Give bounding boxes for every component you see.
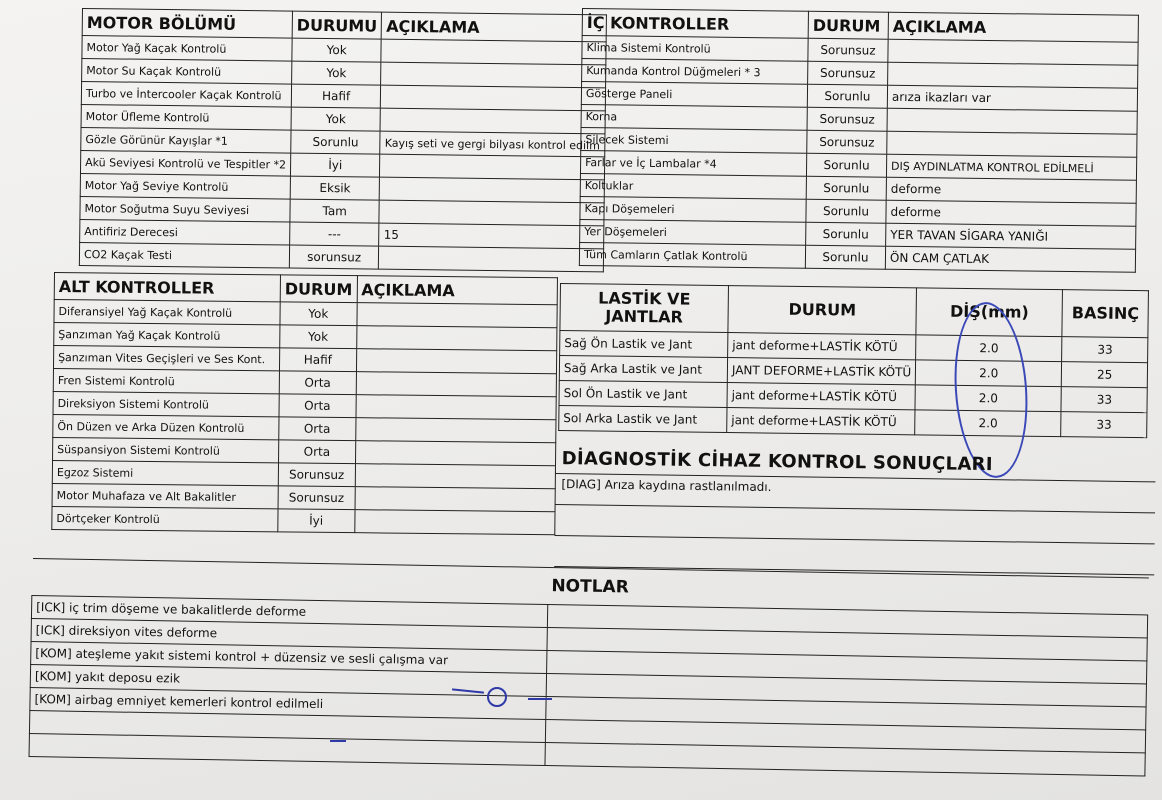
check-note — [354, 510, 554, 535]
check-status: Yok — [280, 325, 357, 349]
check-status: Orta — [279, 394, 356, 418]
tire-status: jant deforme+LASTİK KÖTÜ — [728, 333, 917, 360]
check-note — [887, 108, 1137, 134]
check-note — [356, 349, 556, 374]
check-status: Sorunlu — [806, 176, 886, 200]
check-note — [380, 154, 604, 180]
check-name: Motor Üfleme Kontrolü — [81, 104, 291, 130]
check-status: Sorunsuz — [278, 463, 355, 487]
check-name: Akü Seviyesi Kontrolü ve Tespitler *2 — [80, 150, 290, 176]
check-status: Eksik — [290, 176, 380, 200]
note-text: [KOM] yakıt deposu ezik — [30, 664, 546, 696]
check-name: Silecek Sistemi — [581, 127, 807, 153]
tire-pressure: 33 — [1061, 412, 1147, 438]
check-note — [380, 177, 604, 203]
check-name: Antifiriz Derecesi — [80, 219, 290, 245]
interior-header-title: İÇ KONTROLLER — [582, 9, 808, 39]
tire-status: jant deforme+LASTİK KÖTÜ — [727, 408, 916, 435]
check-name: Direksiyon Sistemi Kontrolü — [53, 391, 279, 416]
check-note — [356, 372, 556, 397]
check-name: Egzoz Sistemi — [52, 460, 278, 485]
check-note — [355, 464, 555, 489]
motor-header-note: AÇIKLAMA — [382, 12, 606, 42]
check-note: deforme — [886, 177, 1136, 203]
check-name: Klima Sistemi Kontrolü — [582, 36, 808, 62]
check-name: Diferansiyel Yağ Kaçak Kontrolü — [54, 300, 280, 325]
check-status: Sorunlu — [806, 222, 886, 246]
check-status: Hafif — [279, 348, 356, 372]
check-status: Sorunsuz — [808, 38, 888, 62]
check-note — [379, 246, 603, 272]
check-name: Motor Muhafaza ve Alt Bakalitler — [52, 483, 278, 508]
tire-header-title: LASTİK VE JANTLAR — [560, 284, 729, 333]
check-status: Tam — [290, 199, 380, 223]
check-name: Farlar ve İç Lambalar *4 — [580, 150, 806, 176]
check-name: Koltuklar — [580, 173, 806, 199]
check-note — [355, 487, 555, 512]
check-status: İyi — [290, 153, 380, 177]
check-name: Tüm Camların Çatlak Kontrolü — [579, 242, 805, 268]
check-note — [381, 62, 605, 88]
check-note — [355, 441, 555, 466]
interior-section-table — [579, 8, 1139, 273]
motor-header-title: MOTOR BÖLÜMÜ — [82, 9, 292, 39]
check-status: Sorunsuz — [807, 130, 887, 154]
check-name: Fren Sistemi Kontrolü — [53, 368, 279, 393]
pen-scribble — [528, 698, 552, 700]
note-text: [KOM] airbag emniyet kemerleri kontrol edilmeli — [30, 687, 546, 719]
check-status: Sorunsuz — [807, 107, 887, 131]
check-status: Sorunlu — [806, 153, 886, 177]
check-note — [356, 395, 556, 420]
check-name: CO2 Kaçak Testi — [79, 242, 289, 268]
tire-name: Sol Ön Lastik ve Jant — [559, 380, 727, 407]
underbody-header-note: AÇIKLAMA — [357, 276, 557, 305]
pen-scribble — [330, 740, 346, 742]
check-status: Orta — [279, 440, 356, 464]
check-status: sorunsuz — [289, 245, 379, 269]
check-note: deforme — [886, 200, 1136, 226]
check-status: Hafif — [291, 84, 381, 108]
check-status: Sorunlu — [806, 199, 886, 223]
tire-pressure: 33 — [1061, 387, 1147, 413]
notes-table — [29, 558, 1149, 776]
tire-name: Sağ Arka Lastik ve Jant — [559, 356, 727, 383]
check-note — [381, 85, 605, 111]
check-status: --- — [290, 222, 380, 246]
check-status: İyi — [278, 509, 355, 533]
tire-pressure: 25 — [1062, 362, 1148, 388]
check-note — [887, 131, 1137, 157]
check-name: Yer Döşemeleri — [580, 219, 806, 245]
tire-tread: 2.0 — [915, 410, 1061, 437]
pen-scribble-circle — [487, 687, 507, 707]
check-note — [888, 39, 1138, 65]
note-text: [ICK] direksiyon vites deforme — [31, 618, 547, 650]
check-name: Şanzıman Vites Geçişleri ve Ses Kont. — [53, 346, 279, 371]
check-status: Yok — [280, 302, 357, 326]
note-text: [ICK] iç trim döşeme ve bakalitlerde deforme — [31, 596, 547, 628]
motor-header-status: DURUMU — [292, 11, 382, 39]
check-note: arıza ikazları var — [887, 85, 1137, 111]
check-name: Motor Soğutma Suyu Seviyesi — [80, 196, 290, 222]
notes-title: NOTLAR — [32, 559, 1148, 615]
diagnostic-result: [DIAG] Arıza kaydına rastlanılmadı. — [555, 473, 1155, 512]
tire-section-table — [558, 283, 1149, 438]
check-note — [381, 39, 605, 65]
check-status: Sorunlu — [805, 245, 885, 269]
check-name: Kapı Döşemeleri — [580, 196, 806, 222]
check-note — [379, 200, 603, 226]
underbody-header-title: ALT KONTROLLER — [54, 273, 280, 302]
check-note: YER TAVAN SİGARA YANIĞI — [886, 223, 1136, 249]
tire-pressure: 33 — [1062, 337, 1148, 363]
interior-header-status: DURUM — [808, 11, 888, 39]
check-status: Yok — [292, 38, 382, 62]
check-note — [356, 326, 556, 351]
check-name: Turbo ve İntercooler Kaçak Kontrolü — [81, 82, 291, 108]
tire-tread: 2.0 — [916, 360, 1062, 387]
check-note: 15 — [379, 223, 603, 249]
check-note — [356, 303, 556, 328]
tire-tread: 2.0 — [915, 385, 1061, 412]
check-name: Şanzıman Yağ Kaçak Kontrolü — [54, 323, 280, 348]
check-name: Kumanda Kontrol Düğmeleri * 3 — [582, 59, 808, 85]
tire-header-status: DURUM — [728, 286, 917, 335]
tire-header-tread: DİŞ(mm) — [916, 288, 1063, 337]
motor-section-table — [79, 8, 607, 272]
check-status: Yok — [292, 61, 382, 85]
check-note — [888, 62, 1138, 88]
check-status: Yok — [291, 107, 381, 131]
underbody-header-status: DURUM — [280, 275, 357, 303]
note-text: [KOM] ateşleme yakıt sistemi kontrol + düzensiz ve sesli çalışma var — [31, 641, 547, 673]
check-name: Korna — [581, 104, 807, 130]
interior-header-note: AÇIKLAMA — [888, 12, 1138, 42]
check-note: Kayış seti ve gergi bilyası kontrol edilm — [380, 131, 604, 157]
check-name: Gözle Görünür Kayışlar *1 — [81, 127, 291, 153]
check-name: Motor Su Kaçak Kontrolü — [82, 59, 292, 85]
check-name: Gösterge Paneli — [581, 82, 807, 108]
check-note — [355, 418, 555, 443]
check-name: Dörtçeker Kontrolü — [52, 506, 278, 531]
check-name: Ön Düzen ve Arka Düzen Kontrolü — [53, 414, 279, 439]
tire-name: Sol Arka Lastik ve Jant — [559, 405, 727, 432]
check-status: Sorunsuz — [278, 486, 355, 510]
check-status: Sorunsuz — [808, 61, 888, 85]
check-status: Sorunlu — [291, 130, 381, 154]
check-name: Motor Yağ Seviye Kontrolü — [80, 173, 290, 199]
tire-header-pressure: BASINÇ — [1062, 290, 1149, 338]
check-status: Orta — [279, 417, 356, 441]
tire-status: JANT DEFORME+LASTİK KÖTÜ — [727, 358, 916, 385]
check-status: Orta — [279, 371, 356, 395]
tire-status: jant deforme+LASTİK KÖTÜ — [727, 383, 916, 410]
check-note: DIŞ AYDINLATMA KONTROL EDİLMELİ — [886, 154, 1136, 180]
tire-name: Sağ Ön Lastik ve Jant — [560, 331, 728, 358]
check-note — [380, 108, 604, 134]
underbody-section-table — [51, 272, 557, 535]
check-note: ÖN CAM ÇATLAK — [885, 246, 1135, 272]
tire-header — [560, 284, 1149, 338]
diagnostic-title: DİAGNOSTİK CİHAZ KONTROL SONUÇLARI — [561, 448, 993, 476]
tire-tread: 2.0 — [916, 335, 1062, 362]
table-row — [52, 506, 555, 534]
check-name: Süspansiyon Sistemi Kontrolü — [53, 437, 279, 462]
check-status: Sorunlu — [807, 84, 887, 108]
check-name: Motor Yağ Kaçak Kontrolü — [82, 36, 292, 62]
